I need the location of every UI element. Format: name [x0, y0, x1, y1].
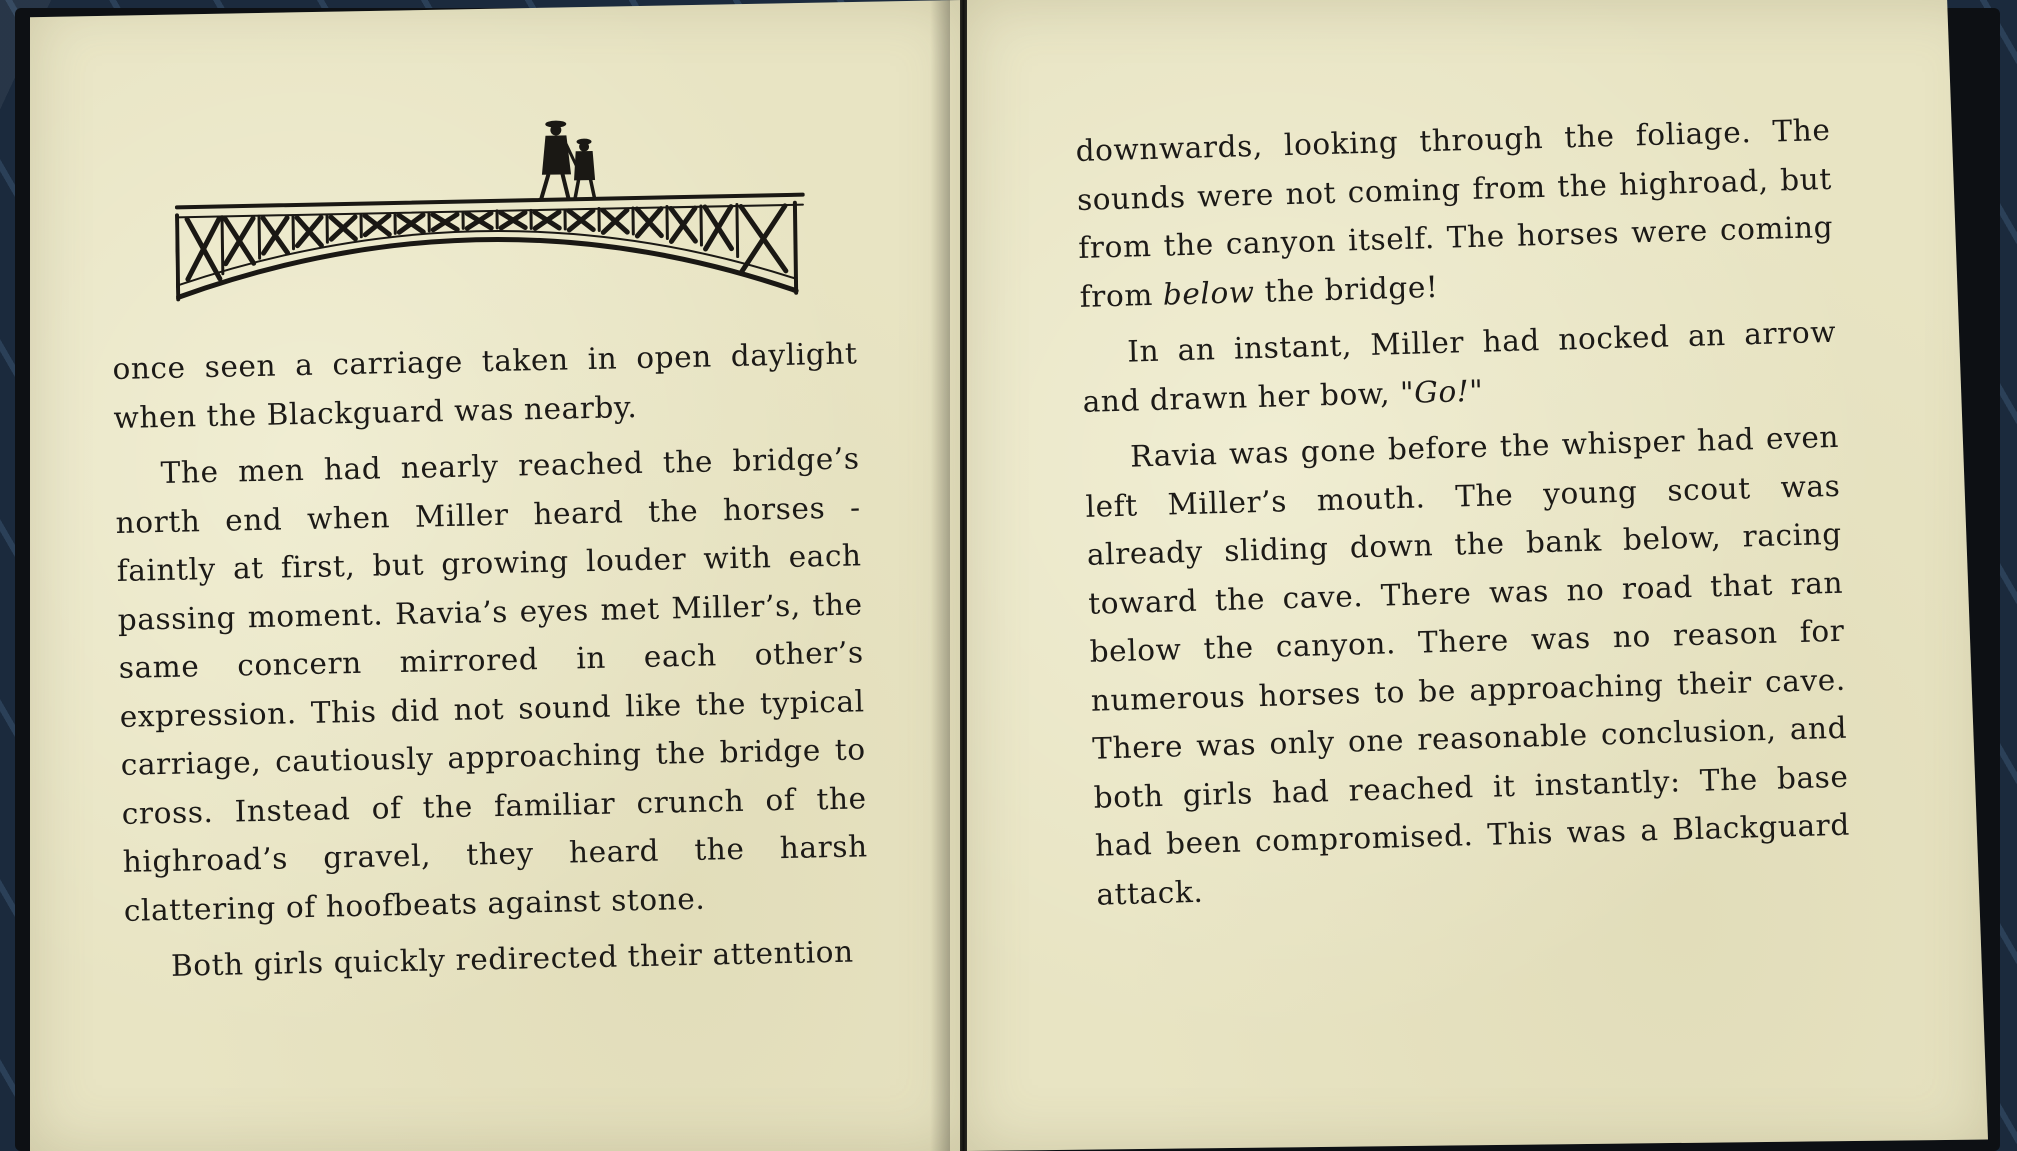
left-paragraph-2: The men had nearly reached the bridge’s north end when Miller heard the horses - faintly at first, but growing louder with each passing moment. Ravia’s eyes met Miller’s, the same concern mirrored in each other’s expression. This did not sound like the typical carriage, cautiously approaching the bridge to cross. Instead of the familiar crunch of the highroad’s gravel, they heard the harsh clattering of hoofbeats against stone. — [115, 441, 869, 928]
right-paragraph-1-end: the bridge! — [1254, 269, 1439, 309]
figure-short — [574, 139, 595, 200]
right-paragraph-2 — [1081, 308, 1838, 426]
left-paragraph-1: once seen a carriage taken in open daylight when the Blackguard was nearby. — [112, 336, 858, 435]
right-paragraph-1-start: downwards, looking through the foliage. The sounds were not coming from the highroad, but from the canyon itself. The horses were coming from — [1075, 112, 1834, 314]
bridge-illustration — [174, 111, 807, 315]
left-page-text — [112, 329, 871, 999]
right-paragraph-3: Ravia was gone before the whisper had even left Miller’s mouth. The young scout was already sliding down the bank below, racing toward the cave. There was no road that ran below the canyon. There was no reason for numerous horses to be approaching their cave. There was only one reasonable conclusion, and both girls had reached it instantly: The base had been compromised. This was a Blackguard attack. — [1085, 419, 1851, 912]
left-paragraph-3: Both girls quickly redirected their attention — [170, 934, 855, 983]
emphasis-below: below — [1162, 274, 1256, 312]
page-fold-shadow — [930, 0, 950, 1151]
book-spine — [960, 0, 967, 1151]
right-paragraph-1 — [1075, 106, 1835, 321]
right-paragraph-2-start: In an instant, Miller had nocked an arrow and drawn her bow, — [1082, 314, 1837, 419]
figure-tall — [540, 121, 577, 200]
emphasis-go: "Go!" — [1399, 373, 1484, 410]
right-page-text — [1075, 106, 1852, 927]
